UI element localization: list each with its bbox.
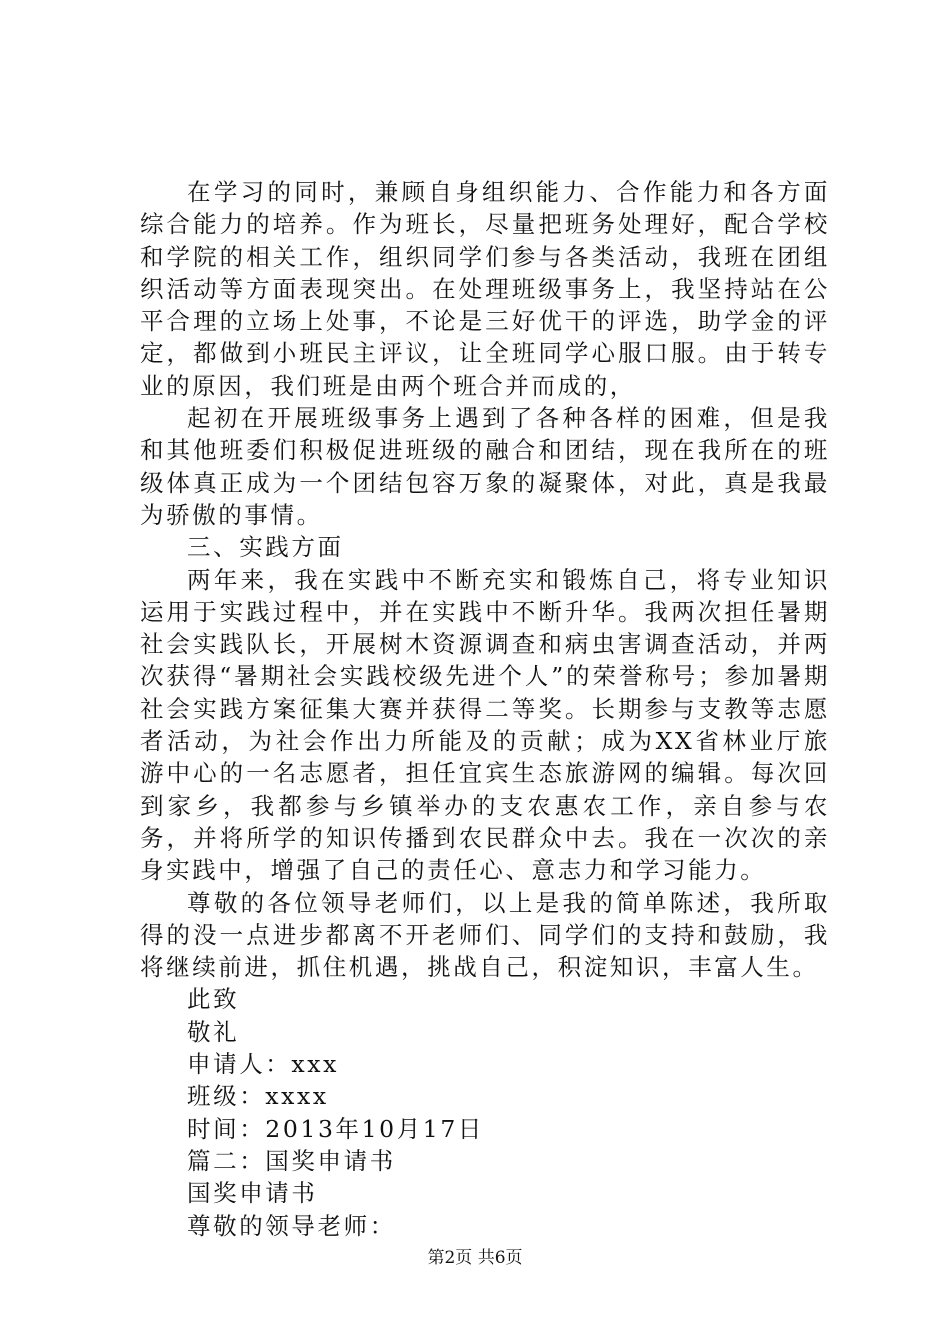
class-line: 班级：xxxx — [187, 1082, 329, 1111]
paragraph-class-leader: 在学习的同时，兼顾自身组织能力、合作能力和各方面综合能力的培养。作为班长，尽量把班务处理好，配合学校和学院的相关工作，组织同学们参与各类活动，我班在团组织活动等方面表现突出。在处理班级事务上，我坚持站在公平合理的立场上处事，不论是三好优干的评选，助学金的评定，都做到小班民主评议，让全班同学心服口服。由于转专业的原因，我们班是由两个班合并而成的， — [140, 178, 830, 400]
page-footer: 第2页 共6页 — [427, 1248, 523, 1268]
section-heading-practice: 三、实践方面 — [187, 533, 344, 562]
closing-regards: 敬礼 — [187, 1017, 240, 1046]
document-body — [140, 176, 830, 1242]
greeting-line: 尊敬的领导老师： — [187, 1211, 396, 1240]
date-line: 时间：2013年10月17日 — [187, 1114, 485, 1143]
closing-salutation: 此致 — [187, 985, 240, 1014]
paragraph-class-unity: 起初在开展班级事务上遇到了各种各样的困难，但是我和其他班委们积极促进班级的融合和团结，现在我所在的班级体真正成为一个团结包容万象的凝聚体，对此，真是我最为骄傲的事情。 — [140, 404, 830, 529]
application-title: 国奖申请书 — [187, 1179, 318, 1208]
applicant-line: 申请人：xxx — [187, 1050, 339, 1079]
paragraph-practice: 两年来，我在实践中不断充实和锻炼自己，将专业知识运用于实践过程中，并在实践中不断升华。我两次担任暑期社会实践队长，开展树木资源调查和病虫害调查活动，并两次获得“暑期社会实践校级先进个人”的荣誉称号；参加暑期社会实践方案征集大赛并获得二等奖。长期参与支教等志愿者活动，为社会作出力所能及的贡献；成为XX省林业厅旅游中心的一名志愿者，担任宜宾生态旅游网的编辑。每次回到家乡，我都参与乡镇举办的支农惠农工作，亲自参与农务，并将所学的知识传播到农民群众中去。我在一次次的亲身实践中，增强了自己的责任心、意志力和学习能力。 — [140, 565, 830, 885]
paragraph-conclusion: 尊敬的各位领导老师们，以上是我的简单陈述，我所取得的没一点进步都离不开老师们、同学们的支持和鼓励，我将继续前进，抓住机遇，挑战自己，积淀知识，丰富人生。 — [140, 888, 830, 982]
part-two-heading: 篇二：国奖申请书 — [187, 1146, 396, 1175]
